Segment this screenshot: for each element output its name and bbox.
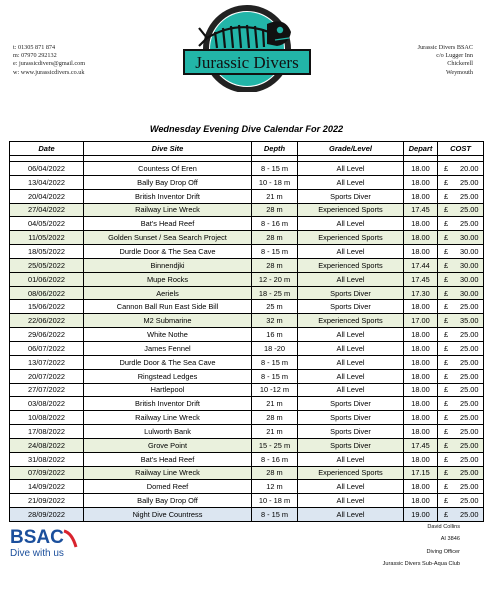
cost-value: 25.00	[460, 205, 479, 215]
currency-symbol: £	[444, 302, 449, 312]
table-row	[10, 245, 484, 259]
currency-symbol: £	[444, 205, 449, 215]
table-row	[10, 466, 484, 480]
currency-symbol: £	[444, 482, 449, 492]
grade-cell: All Level	[298, 328, 404, 342]
dive-site-cell: Hartlepool	[84, 383, 252, 397]
depth-cell: 8 - 15 m	[252, 162, 298, 176]
dive-site-cell: British Inventor Drift	[84, 397, 252, 411]
depart-cell: 18.00	[404, 355, 438, 369]
cost-value: 30.00	[460, 233, 479, 243]
table-row	[10, 508, 484, 522]
currency-symbol: £	[444, 274, 449, 284]
dive-site-cell: Railway Line Wreck	[84, 203, 252, 217]
depart-cell: 18.00	[404, 494, 438, 508]
table-row	[10, 175, 484, 189]
depart-cell: 18.00	[404, 175, 438, 189]
depth-cell: 21 m	[252, 189, 298, 203]
currency-symbol: £	[444, 399, 449, 409]
table-row	[10, 480, 484, 494]
table-row	[10, 162, 484, 176]
depth-cell: 12 m	[252, 480, 298, 494]
currency-symbol: £	[444, 454, 449, 464]
currency-symbol: £	[444, 233, 449, 243]
grade-cell: Sports Diver	[298, 425, 404, 439]
depth-cell: 18 - 25 m	[252, 286, 298, 300]
grade-cell: Sports Diver	[298, 300, 404, 314]
currency-symbol: £	[444, 343, 449, 353]
table-row	[10, 425, 484, 439]
depth-cell: 18 -20	[252, 341, 298, 355]
cost-value: 20.00	[460, 163, 479, 173]
depart-cell: 18.00	[404, 383, 438, 397]
cost-cell	[438, 231, 484, 245]
grade-cell: All Level	[298, 245, 404, 259]
currency-symbol: £	[444, 288, 449, 298]
cost-cell	[438, 466, 484, 480]
date-cell: 13/07/2022	[10, 355, 84, 369]
depth-cell: 10 - 18 m	[252, 175, 298, 189]
cost-cell	[438, 189, 484, 203]
depart-cell: 17.00	[404, 314, 438, 328]
depth-cell: 8 - 15 m	[252, 369, 298, 383]
grade-cell: Experienced Sports	[298, 466, 404, 480]
cost-cell	[438, 175, 484, 189]
grade-cell: All Level	[298, 480, 404, 494]
cost-cell	[438, 341, 484, 355]
currency-symbol: £	[444, 260, 449, 270]
grade-cell: Sports Diver	[298, 397, 404, 411]
jurassic-divers-logo	[177, 2, 317, 92]
depart-cell: 18.00	[404, 217, 438, 231]
date-cell: 20/07/2022	[10, 369, 84, 383]
cost-cell	[438, 452, 484, 466]
date-cell: 08/06/2022	[10, 286, 84, 300]
depth-cell: 32 m	[252, 314, 298, 328]
depth-cell: 28 m	[252, 466, 298, 480]
date-cell: 25/05/2022	[10, 258, 84, 272]
table-row	[10, 438, 484, 452]
date-cell: 24/08/2022	[10, 438, 84, 452]
dive-site-cell: Durdle Door & The Sea Cave	[84, 245, 252, 259]
cost-cell	[438, 217, 484, 231]
depart-cell: 17.30	[404, 286, 438, 300]
grade-cell: All Level	[298, 162, 404, 176]
dive-site-cell: Cannon Ball Run East Side Bill	[84, 300, 252, 314]
cost-cell	[438, 383, 484, 397]
depart-cell: 18.00	[404, 411, 438, 425]
date-cell: 07/09/2022	[10, 466, 84, 480]
currency-symbol: £	[444, 191, 449, 201]
table-row	[10, 494, 484, 508]
cost-cell	[438, 245, 484, 259]
table-row	[10, 258, 484, 272]
currency-symbol: £	[444, 496, 449, 506]
cost-cell	[438, 397, 484, 411]
table-row	[10, 231, 484, 245]
bsac-name: BSAC	[10, 527, 64, 548]
cost-cell	[438, 258, 484, 272]
dive-site-cell: Mupe Rocks	[84, 272, 252, 286]
dive-site-cell: Aeriels	[84, 286, 252, 300]
date-cell: 22/06/2022	[10, 314, 84, 328]
currency-symbol: £	[444, 371, 449, 381]
cost-value: 25.00	[460, 413, 479, 423]
cost-value: 25.00	[460, 454, 479, 464]
header-grade-level: Grade/Level	[298, 142, 404, 156]
date-cell: 10/08/2022	[10, 411, 84, 425]
date-cell: 14/09/2022	[10, 480, 84, 494]
depth-cell: 10 - 18 m	[252, 494, 298, 508]
cost-value: 25.00	[460, 426, 479, 436]
cost-cell	[438, 425, 484, 439]
cost-cell	[438, 494, 484, 508]
header-dive-site: Dive Site	[84, 142, 252, 156]
header-date: Date	[10, 142, 84, 156]
depart-cell: 17.45	[404, 272, 438, 286]
table-row	[10, 355, 484, 369]
depart-cell: 18.00	[404, 328, 438, 342]
grade-cell: Experienced Sports	[298, 231, 404, 245]
table-row	[10, 203, 484, 217]
depart-cell: 18.00	[404, 300, 438, 314]
dive-site-cell: Bat's Head Reef	[84, 217, 252, 231]
cost-value: 30.00	[460, 260, 479, 270]
grade-cell: All Level	[298, 341, 404, 355]
currency-symbol: £	[444, 357, 449, 367]
header-depth: Depth	[252, 142, 298, 156]
table-header-row	[10, 142, 484, 156]
depth-cell: 28 m	[252, 203, 298, 217]
dive-site-cell: Lulworth Bank	[84, 425, 252, 439]
cost-cell	[438, 300, 484, 314]
depth-cell: 28 m	[252, 258, 298, 272]
depart-cell: 18.00	[404, 452, 438, 466]
cost-value: 25.00	[460, 219, 479, 229]
date-cell: 15/06/2022	[10, 300, 84, 314]
currency-symbol: £	[444, 510, 449, 520]
cost-cell	[438, 355, 484, 369]
date-cell: 27/07/2022	[10, 383, 84, 397]
cost-value: 25.00	[460, 357, 479, 367]
currency-symbol: £	[444, 440, 449, 450]
dive-site-cell: Bally Bay Drop Off	[84, 494, 252, 508]
currency-symbol: £	[444, 177, 449, 187]
cost-value: 25.00	[460, 482, 479, 492]
dive-site-cell: Ringstead Ledges	[84, 369, 252, 383]
cost-value: 25.00	[460, 343, 479, 353]
depth-cell: 8 - 15 m	[252, 508, 298, 522]
dive-site-cell: Binnendjki	[84, 258, 252, 272]
table-row	[10, 328, 484, 342]
table-row	[10, 272, 484, 286]
grade-cell: Experienced Sports	[298, 314, 404, 328]
grade-cell: Sports Diver	[298, 189, 404, 203]
depart-cell: 18.00	[404, 245, 438, 259]
depart-cell: 17.44	[404, 258, 438, 272]
cost-cell	[438, 328, 484, 342]
cost-cell	[438, 411, 484, 425]
grade-cell: All Level	[298, 355, 404, 369]
depart-cell: 17.45	[404, 438, 438, 452]
date-cell: 01/06/2022	[10, 272, 84, 286]
depth-cell: 12 - 20 m	[252, 272, 298, 286]
club-name-text: Jurassic Divers BSAC	[417, 44, 473, 51]
cost-cell	[438, 314, 484, 328]
logo-text: Jurassic Divers	[195, 53, 299, 72]
depth-cell: 21 m	[252, 425, 298, 439]
depth-cell: 8 - 16 m	[252, 452, 298, 466]
currency-symbol: £	[444, 316, 449, 326]
table-row	[10, 452, 484, 466]
dive-site-cell: Golden Sunset / Sea Search Project	[84, 231, 252, 245]
cost-cell	[438, 203, 484, 217]
currency-symbol: £	[444, 413, 449, 423]
dive-site-cell: M2 Submarine	[84, 314, 252, 328]
currency-symbol: £	[444, 163, 449, 173]
bsac-logo	[10, 525, 80, 565]
table-row	[10, 397, 484, 411]
cost-cell	[438, 162, 484, 176]
date-cell: 28/09/2022	[10, 508, 84, 522]
cost-cell	[438, 480, 484, 494]
bsac-tagline: Dive with us	[10, 548, 64, 559]
table-row	[10, 341, 484, 355]
currency-symbol: £	[444, 330, 449, 340]
table-row	[10, 314, 484, 328]
cost-value: 30.00	[460, 288, 479, 298]
grade-cell: All Level	[298, 494, 404, 508]
depth-cell: 16 m	[252, 328, 298, 342]
officer-code: AI 3846	[440, 536, 460, 543]
contact-details-right	[418, 44, 473, 77]
depart-cell: 18.00	[404, 189, 438, 203]
date-cell: 17/08/2022	[10, 425, 84, 439]
currency-symbol: £	[444, 246, 449, 256]
dive-site-cell: Night Dive Countress	[84, 508, 252, 522]
date-cell: 20/04/2022	[10, 189, 84, 203]
mobile-text: m: 07970 292132	[13, 52, 57, 60]
dive-site-cell: White Nothe	[84, 328, 252, 342]
table-row	[10, 217, 484, 231]
grade-cell: All Level	[298, 369, 404, 383]
address-line-3: Weymouth	[446, 68, 473, 76]
cost-value: 25.00	[460, 371, 479, 381]
dive-site-cell: Domed Reef	[84, 480, 252, 494]
dive-site-cell: British Inventor Drift	[84, 189, 252, 203]
depart-cell: 18.00	[404, 341, 438, 355]
officer-name: David Collins	[427, 524, 460, 530]
depth-cell: 10 -12 m	[252, 383, 298, 397]
table-row	[10, 383, 484, 397]
depart-cell: 17.45	[404, 203, 438, 217]
cost-value: 30.00	[460, 274, 479, 284]
header-depart: Depart	[404, 142, 438, 156]
table-row	[10, 189, 484, 203]
date-cell: 04/05/2022	[10, 217, 84, 231]
currency-symbol: £	[444, 385, 449, 395]
dive-calendar-table	[9, 141, 484, 522]
grade-cell: All Level	[298, 217, 404, 231]
website-text: w: www.jurassicdivers.co.uk	[13, 68, 85, 76]
depth-cell: 21 m	[252, 397, 298, 411]
depth-cell: 28 m	[252, 231, 298, 245]
dive-site-cell: Grove Point	[84, 438, 252, 452]
depth-cell: 8 - 15 m	[252, 245, 298, 259]
cost-value: 25.00	[460, 468, 479, 478]
date-cell: 29/06/2022	[10, 328, 84, 342]
depart-cell: 18.00	[404, 397, 438, 411]
depart-cell: 17.15	[404, 466, 438, 480]
depth-cell: 8 - 15 m	[252, 355, 298, 369]
dive-site-cell: Durdle Door & The Sea Cave	[84, 355, 252, 369]
cost-cell	[438, 272, 484, 286]
depth-cell: 28 m	[252, 411, 298, 425]
date-cell: 18/05/2022	[10, 245, 84, 259]
cost-cell	[438, 438, 484, 452]
date-cell: 06/04/2022	[10, 162, 84, 176]
officer-role: Diving Officer	[426, 548, 460, 555]
depart-cell: 19.00	[404, 508, 438, 522]
email-text: e: jurassicdivers@gmail.com	[13, 60, 86, 68]
cost-value: 25.00	[460, 177, 479, 187]
address-line-1: c/o Lugger Inn	[436, 52, 473, 60]
table-row	[10, 369, 484, 383]
cost-cell	[438, 369, 484, 383]
dive-site-cell: Bat's Head Reef	[84, 452, 252, 466]
cost-value: 25.00	[460, 191, 479, 201]
grade-cell: Sports Diver	[298, 438, 404, 452]
table-row	[10, 300, 484, 314]
depth-cell: 15 - 25 m	[252, 438, 298, 452]
address-line-2: Chickerell	[447, 60, 473, 68]
contact-details-left	[13, 44, 85, 77]
cost-value: 25.00	[460, 330, 479, 340]
grade-cell: Sports Diver	[298, 411, 404, 425]
cost-value: 25.00	[460, 399, 479, 409]
depart-cell: 18.00	[404, 369, 438, 383]
currency-symbol: £	[444, 468, 449, 478]
club-full-name: Jurassic Divers Sub-Aqua Club	[382, 560, 460, 567]
cost-value: 25.00	[460, 385, 479, 395]
cost-cell	[438, 508, 484, 522]
grade-cell: All Level	[298, 272, 404, 286]
date-cell: 06/07/2022	[10, 341, 84, 355]
dive-site-cell: Railway Line Wreck	[84, 411, 252, 425]
depth-cell: 25 m	[252, 300, 298, 314]
date-cell: 27/04/2022	[10, 203, 84, 217]
date-cell: 11/05/2022	[10, 231, 84, 245]
cost-value: 25.00	[460, 496, 479, 506]
grade-cell: All Level	[298, 383, 404, 397]
depart-cell: 18.00	[404, 425, 438, 439]
depth-cell: 8 - 16 m	[252, 217, 298, 231]
grade-cell: All Level	[298, 175, 404, 189]
cost-value: 25.00	[460, 302, 479, 312]
dive-site-cell: Bally Bay Drop Off	[84, 175, 252, 189]
grade-cell: All Level	[298, 508, 404, 522]
currency-symbol: £	[444, 426, 449, 436]
dive-site-cell: James Fennel	[84, 341, 252, 355]
date-cell: 13/04/2022	[10, 175, 84, 189]
cost-cell	[438, 286, 484, 300]
cost-value: 25.00	[460, 510, 479, 520]
phone-text: t: 01305 871 874	[13, 44, 56, 51]
table-row	[10, 411, 484, 425]
calendar-title: Wednesday Evening Dive Calendar For 2022	[149, 124, 344, 134]
depart-cell: 18.00	[404, 162, 438, 176]
header-cost: COST	[438, 142, 484, 156]
grade-cell: Experienced Sports	[298, 258, 404, 272]
dive-site-cell: Railway Line Wreck	[84, 466, 252, 480]
depart-cell: 18.00	[404, 231, 438, 245]
grade-cell: Sports Diver	[298, 286, 404, 300]
signature-block	[383, 521, 460, 570]
date-cell: 03/08/2022	[10, 397, 84, 411]
date-cell: 31/08/2022	[10, 452, 84, 466]
cost-value: 30.00	[460, 246, 479, 256]
depart-cell: 18.00	[404, 480, 438, 494]
grade-cell: All Level	[298, 452, 404, 466]
grade-cell: Experienced Sports	[298, 203, 404, 217]
date-cell: 21/09/2022	[10, 494, 84, 508]
currency-symbol: £	[444, 219, 449, 229]
dive-site-cell: Countess Of Eren	[84, 162, 252, 176]
cost-value: 25.00	[460, 440, 479, 450]
cost-value: 35.00	[460, 316, 479, 326]
table-row	[10, 286, 484, 300]
